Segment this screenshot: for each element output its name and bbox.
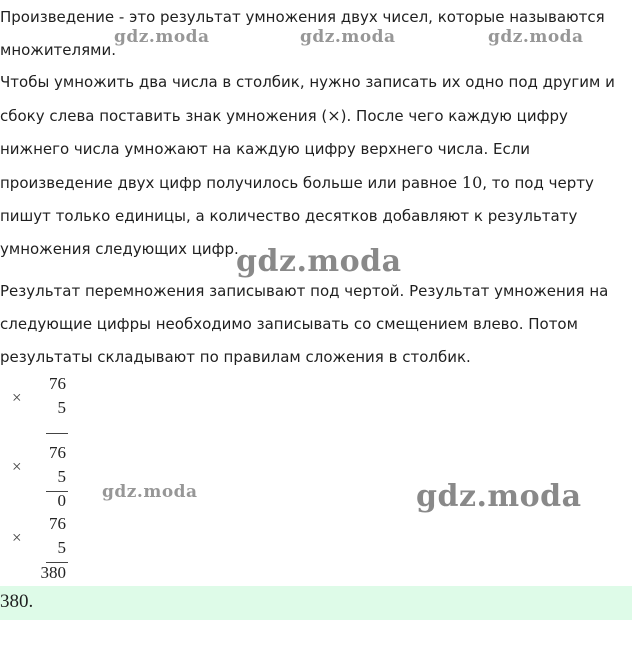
text-line: результаты складывают по правилам сложения в столбик. — [0, 348, 471, 366]
multiply-sign: × — [12, 528, 22, 547]
paragraph-summing — [0, 275, 632, 374]
watermark-logo: gdz.moda — [300, 27, 396, 47]
partial-result: 0 — [57, 491, 66, 510]
final-result: 380 — [40, 563, 66, 582]
multiply-sign: × — [12, 388, 22, 407]
text-line: Чтобы умножить два числа в столбик, нужно записать их одно под другим и — [0, 73, 615, 91]
answer-text: 380. — [0, 591, 34, 612]
text-line: Произведение - это результат умножения двух чисел, которые называются — [0, 8, 605, 26]
multiplicand: 76 — [49, 514, 66, 533]
watermark-logo: gdz.moda — [102, 482, 198, 502]
text-line: ). После чего каждую цифру — [340, 107, 568, 125]
number-ten: 10 — [461, 173, 483, 192]
result-line — [46, 433, 68, 434]
text-line: умножения следующих цифр. — [0, 240, 239, 258]
text-line: пишут только единицы, а количество десятков добавляют к результату — [0, 207, 578, 225]
text-line: произведение двух цифр получилось больше или равное — [0, 174, 462, 192]
watermark-logo: gdz.moda — [416, 479, 582, 514]
text-line: , то под черту — [482, 174, 594, 192]
watermark-logo: gdz.moda — [488, 27, 584, 47]
text-line: следующие цифры необходимо записывать со смещением влево. Потом — [0, 315, 578, 333]
text-line: множителями. — [0, 41, 116, 59]
answer-band — [0, 586, 632, 620]
multiplier: 5 — [57, 398, 66, 417]
watermark-logo: gdz.moda — [114, 27, 210, 47]
multiplicand: 76 — [49, 374, 66, 393]
watermark-logo: gdz.moda — [236, 244, 402, 279]
text-line: сбоку слева поставить знак умножения ( — [0, 107, 328, 125]
multiply-sign: × — [12, 457, 22, 476]
text-line: Результат перемножения записывают под чертой. Результат умножения на — [0, 282, 609, 300]
paragraph-method — [0, 66, 632, 266]
text-line: нижнего числа умножают на каждую цифру верхнего числа. Если — [0, 140, 531, 158]
times-symbol: × — [327, 106, 341, 125]
multiplier: 5 — [57, 538, 66, 557]
multiplier: 5 — [57, 467, 66, 486]
multiplicand: 76 — [49, 443, 66, 462]
